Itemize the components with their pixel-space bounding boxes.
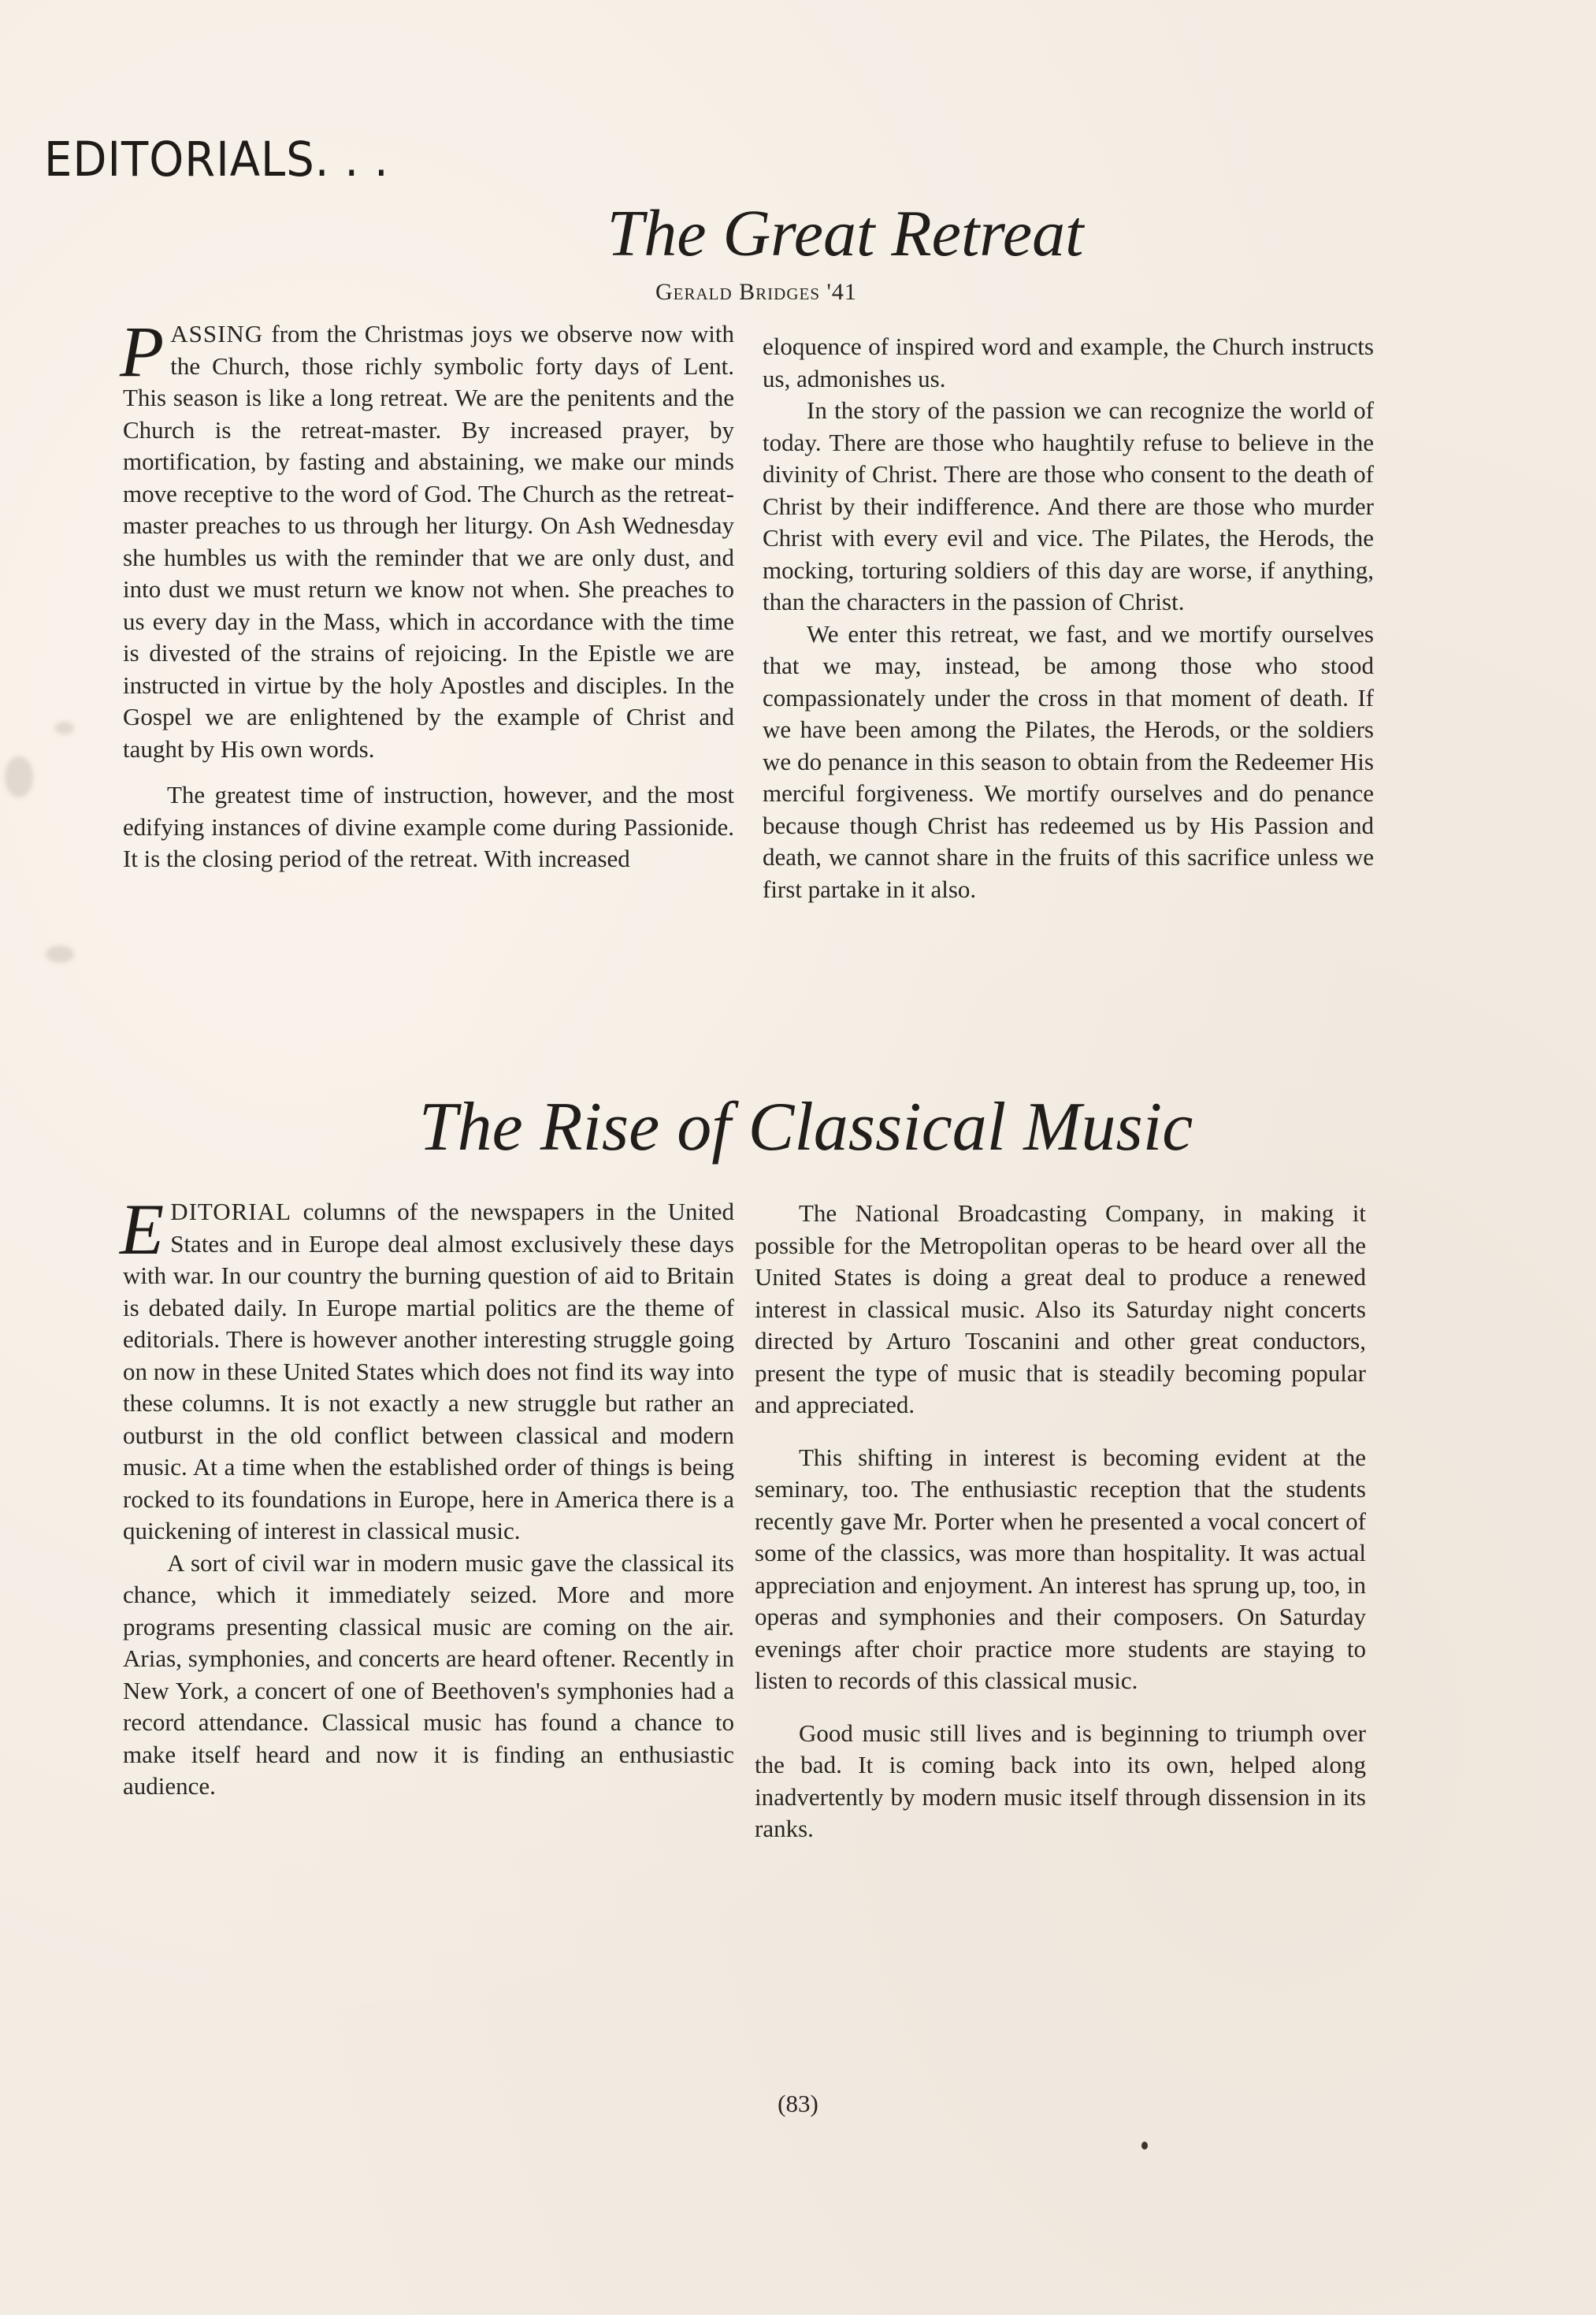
drop-cap: P — [120, 311, 165, 392]
article1-paragraph-3: In the story of the passion we can recognize the world of today. There are those who haughtily refuse to believe in the divinity of Christ. There are those who consent to the death of Christ by their indifference. And there are those who murder Christ with every evil and vice. The Pilates, the Herods, the mocking, torturing soldiers of this day are worse, if anything, than the characters in the passion of Christ. — [763, 396, 1374, 615]
paragraph-text: from the Christmas joys we observe now with the Church, those richly symbolic forty days of Lent. This season is like a long retreat. We are the penitents and the Church is the retreat-master. By increased prayer, by mortification, by fasting and abstaining, we make our minds move receptive to the word of God. The Church as the retreat-master preaches to us through her liturgy. On Ash Wednesday she humbles us with the reminder that we are only dust, and into dust we must return we know not when. She preaches to us every day in the Mass, which in accordance with the time is divested of the strains of rejoicing. In the Epistle we are instructed in virtue by the holy Apostles and disciples. In the Gospel we are enlightened by the example of Christ and taught by His own words. — [123, 320, 734, 763]
article1-column-left — [120, 311, 734, 875]
article2-paragraph-2: A sort of civil war in modern music gave the classical its chance, which it immediately seized. More and more programs presenting classical music are coming on the air. Arias, symphonies, and concerts are heard oftener. Recently in New York, a concert of one of Beethoven's symphonies had a record attendance. Classical music has found a chance to make itself heard and now it is finding an enthusiastic audience. — [123, 1548, 734, 1800]
article1-paragraph-continued: eloquence of inspired word and example, the Church instructs us, admonishes us. — [763, 333, 1374, 392]
paper-smudge — [46, 946, 74, 963]
paper-smudge — [55, 722, 74, 734]
article-title-great-retreat: The Great Retreat — [607, 197, 1084, 270]
article1-paragraph-2: The greatest time of instruction, however, and the most edifying instances of divine example come during Passionide. It is the closing period of the retreat. With increased — [123, 781, 734, 872]
lead-caps: ASSING — [170, 320, 264, 347]
article2-column-right — [755, 1198, 1366, 1845]
article2-paragraph-5: Good music still lives and is beginning to triumph over the bad. It is coming back into its own, helped along inadvertently by modern music itself through dissension in its ranks. — [755, 1719, 1366, 1842]
article1-paragraph-1 — [120, 311, 734, 765]
article-title-rise-of-classical-music: The Rise of Classical Music — [418, 1089, 1193, 1165]
article2-column-left — [120, 1189, 734, 1803]
article2-paragraph-4: This shifting in interest is becoming evident at the seminary, too. The enthusiastic reception that the students recently gave Mr. Porter when he presented a vocal concert of some of the classics, was more than hospitality. It was actual appreciation and enjoyment. An interest has sprung up, too, in operas and symphonies and their composers. On Saturday evenings after choir practice more students are staying to listen to records of this classical music. — [755, 1443, 1366, 1694]
article2-paragraph-1 — [120, 1189, 734, 1548]
lead-caps: DITORIAL — [170, 1198, 291, 1225]
drop-cap: E — [120, 1189, 165, 1269]
article2-paragraph-3: The National Broadcasting Company, in making it possible for the Metropolitan operas to be heard over all the United States is doing a great deal to produce a renewed interest in classical music. Also its Saturday night concerts directed by Arturo Toscanini and other great conductors, present the type of music that is steadily becoming popular and appreciated. — [755, 1199, 1366, 1418]
paragraph-text: columns of the newspapers in the United States and in Europe deal almost exclusively these days with war. In our country the burning question of aid to Britain is debated daily. In Europe martial politics are the theme of editorials. There is however another interesting struggle going on now in these United States which does not find its way into these columns. It is not exactly a new struggle but rather an outburst in the old conflict between classical and modern music. At a time when the established order of things is being rocked to its foundations in Europe, here in America there is a quickening of interest in classical music. — [123, 1198, 734, 1544]
article1-column-right — [763, 331, 1374, 905]
article-byline: Gerald Bridges '41 — [655, 279, 857, 305]
page-number: (83) — [778, 2090, 818, 2117]
section-heading: EDITORIALS. . . — [44, 132, 389, 188]
ink-speck — [1141, 2142, 1148, 2150]
article1-paragraph-4: We enter this retreat, we fast, and we mortify ourselves that we may, instead, be among those who stood compassionately under the cross in that moment of death. If we have been among the Pilates, the Herods, or the soldiers we do penance in this season to obtain from the Redeemer His merciful forgiveness. We mortify ourselves and do penance because though Christ has redeemed us by His Passion and death, we cannot share in the fruits of this sacrifice unless we first partake in it also. — [763, 619, 1374, 903]
paper-smudge — [5, 756, 33, 797]
